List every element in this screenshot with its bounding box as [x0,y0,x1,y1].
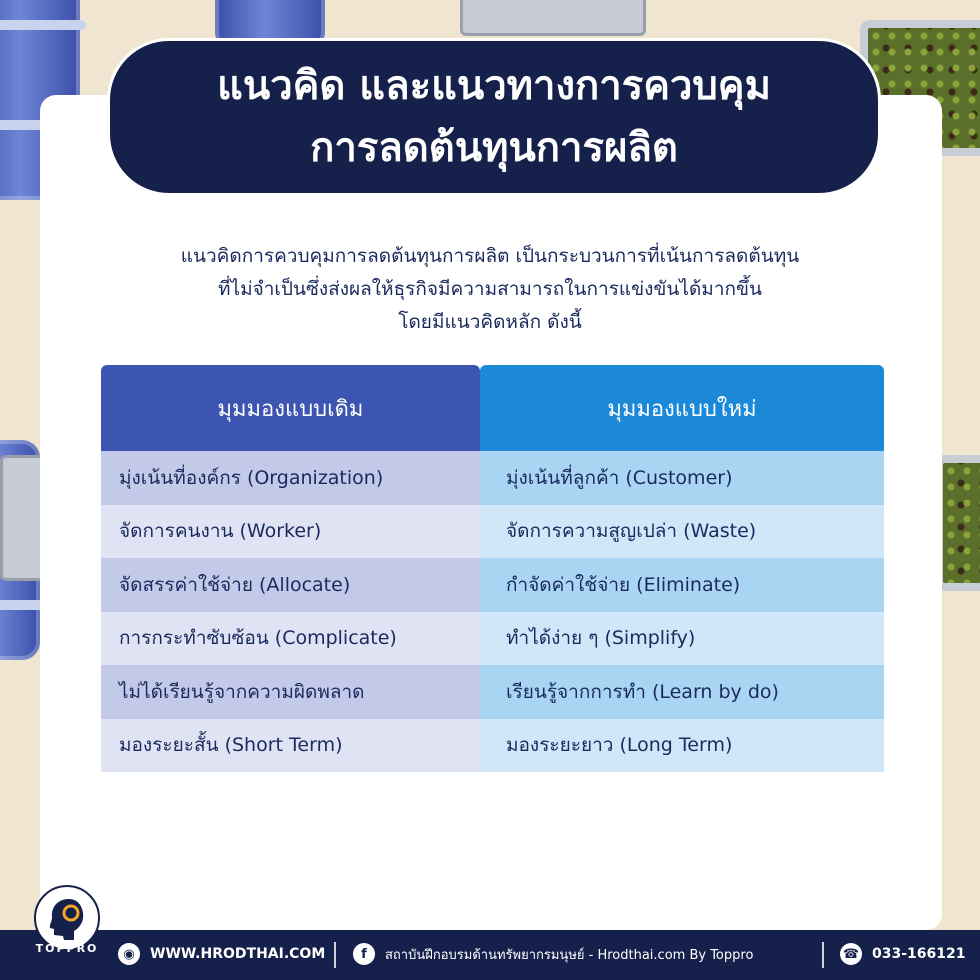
footer-bar [0,930,980,980]
brand-logo [32,885,102,980]
table-row [101,612,884,666]
intro-paragraph [60,240,920,339]
footer-divider [334,942,336,968]
intro-line: โดยมีแนวคิดหลัก ดังนี้ [398,311,582,333]
old-view-cell: มุ่งเน้นที่องค์กร (Organization) [101,451,480,505]
table-row [101,665,884,719]
facebook-text: สถาบันฝึกอบรมด้านทรัพยากรมนุษย์ - Hrodthai.com By Toppro [385,947,754,963]
new-view-cell: มุ่งเน้นที่ลูกค้า (Customer) [480,451,884,505]
old-view-cell: จัดการคนงาน (Worker) [101,505,480,559]
table-row [101,505,884,559]
page-title [107,38,881,196]
footer-facebook[interactable] [353,943,753,965]
new-view-cell: กำจัดค่าใช้จ่าย (Eliminate) [480,558,884,612]
comparison-table [101,365,884,772]
title-line-2: การลดต้นทุนการผลิต [310,125,678,171]
header-old-view: มุมมองแบบเดิม [101,365,480,451]
head-profile-icon [47,895,87,941]
machine-decoration [460,0,646,36]
intro-line: แนวคิดการควบคุมการลดต้นทุนการผลิต เป็นกระบวนการที่เน้นการลดต้นทุน [180,245,800,267]
new-view-cell: มองระยะยาว (Long Term) [480,719,884,773]
footer-divider [822,942,824,968]
table-row [101,719,884,773]
header-new-view: มุมมองแบบใหม่ [480,365,884,451]
footer-website[interactable] [118,943,325,965]
new-view-cell: เรียนรู้จากการทำ (Learn by do) [480,665,884,719]
old-view-cell: ไม่ได้เรียนรู้จากความผิดพลาด [101,665,480,719]
old-view-cell: จัดสรรค่าใช้จ่าย (Allocate) [101,558,480,612]
globe-icon: ◉ [118,943,140,965]
intro-line: ที่ไม่จำเป็นซึ่งส่งผลให้ธุรกิจมีความสามารถในการแข่งขันได้มากขึ้น [218,278,762,300]
table-header [101,365,884,451]
website-text: WWW.HRODTHAI.COM [150,946,326,962]
phone-text: 033-166121 [872,946,966,962]
new-view-cell: จัดการความสูญเปล่า (Waste) [480,505,884,559]
new-view-cell: ทำได้ง่าย ๆ (Simplify) [480,612,884,666]
old-view-cell: มองระยะสั้น (Short Term) [101,719,480,773]
facebook-icon: f [353,943,375,965]
old-view-cell: การกระทำซับซ้อน (Complicate) [101,612,480,666]
table-row [101,451,884,505]
title-line-1: แนวคิด และแนวทางการควบคุม [217,63,771,109]
phone-icon: ☎ [840,943,862,965]
table-row [101,558,884,612]
footer-phone[interactable] [840,943,965,965]
logo-wordmark: TOPPRO [35,942,99,955]
